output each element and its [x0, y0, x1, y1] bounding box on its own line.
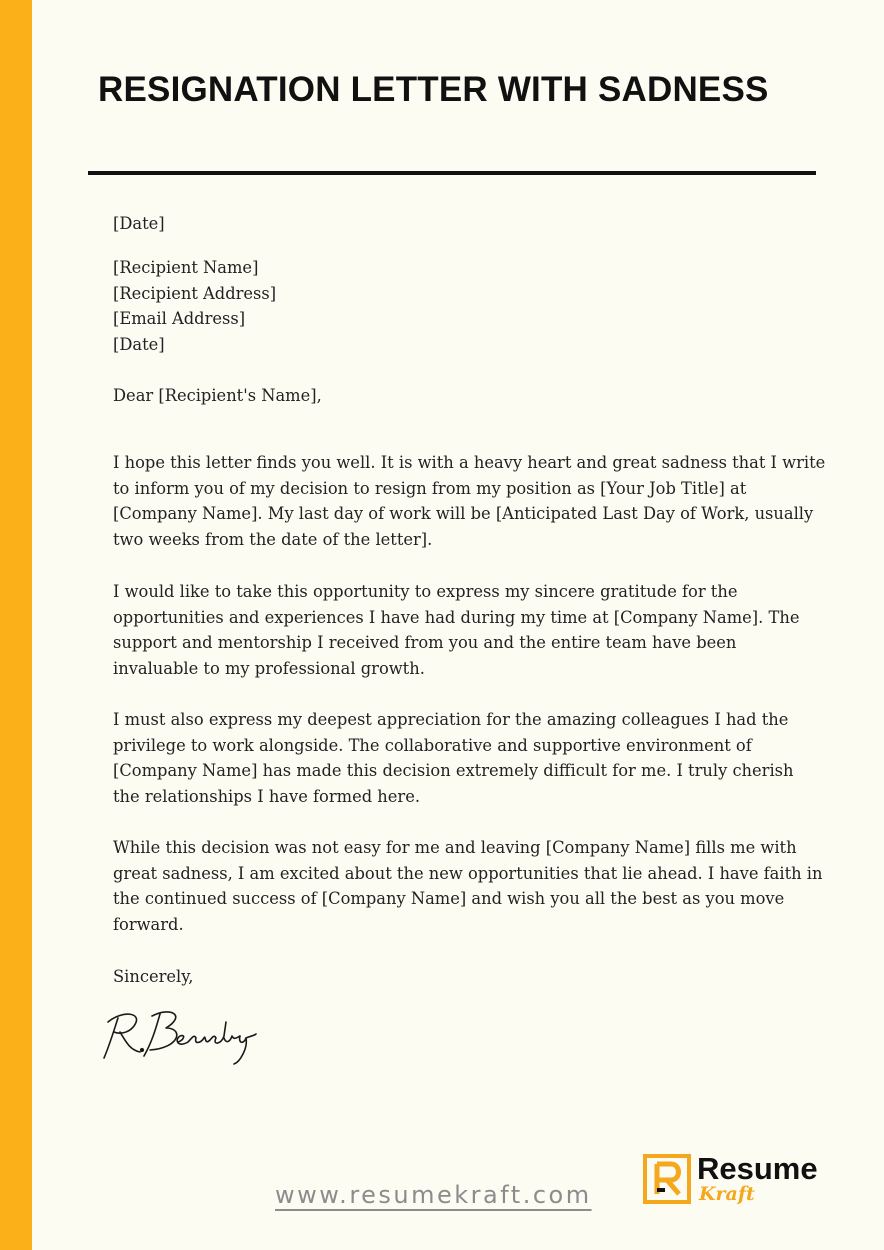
recipient-block [113, 255, 813, 357]
paragraph-line: the continued success of [Company Name] and wish you all the best as you move [113, 889, 785, 909]
closing [113, 964, 813, 990]
logo-subtitle: Kraft [699, 1183, 755, 1205]
closing-line: Sincerely, [113, 967, 194, 986]
recipient-email: [Email Address] [113, 309, 246, 329]
paragraph-line: invaluable to my professional growth. [113, 658, 425, 678]
paragraph-3 [113, 707, 813, 809]
recipient-date: [Date] [113, 334, 165, 354]
salutation [113, 383, 813, 409]
paragraph-line: the relationships I have formed here. [113, 786, 421, 806]
paragraph-line: privilege to work alongside. The collaborative and supportive environment of [113, 735, 752, 755]
footer-website-link[interactable]: www.resumekraft.com [275, 1181, 592, 1209]
paragraph-line: [Company Name]. My last day of work will be [Anticipated Last Day of Work, usually [113, 504, 814, 524]
paragraph-line: I must also express my deepest appreciation for the amazing colleagues I had the [113, 710, 789, 729]
paragraph-line: opportunities and experiences I have had during my time at [Company Name]. The [113, 607, 800, 627]
paragraph-line: great sadness, I am excited about the new opportunities that lie ahead. I have faith in [113, 863, 823, 883]
accent-side-bar [0, 0, 32, 1250]
letter-date [113, 211, 813, 237]
logo-wordmark: Resume [697, 1151, 818, 1186]
logo-r-icon [643, 1154, 691, 1204]
paragraph-line: to inform you of my decision to resign from my position as [Your Job Title] at [113, 478, 747, 498]
paragraph-line: support and mentorship I received from you and the entire team have been [113, 633, 737, 653]
paragraph-line: two weeks from the date of the letter]. [113, 529, 433, 549]
paragraph-line: [Company Name] has made this decision extremely difficult for me. I truly cherish [113, 761, 794, 781]
recipient-name: [Recipient Name] [113, 258, 259, 277]
paragraph-4 [113, 835, 823, 937]
date-line: [Date] [113, 214, 165, 233]
paragraph-2 [113, 579, 813, 681]
paragraph-1 [113, 450, 826, 552]
paragraph-line: I hope this letter finds you well. It is with a heavy heart and great sadness that I write [113, 453, 826, 472]
paragraph-line: forward. [113, 914, 184, 934]
resumekraft-logo [643, 1152, 843, 1212]
recipient-address: [Recipient Address] [113, 283, 277, 303]
title-divider [88, 171, 816, 175]
page-title: RESIGNATION LETTER WITH SADNESS [98, 70, 769, 109]
paragraph-line: I would like to take this opportunity to express my sincere gratitude for the [113, 582, 738, 601]
salutation-line: Dear [Recipient's Name], [113, 386, 322, 405]
paragraph-line: While this decision was not easy for me and leaving [Company Name] fills me with [113, 838, 797, 857]
handwritten-signature [100, 1000, 270, 1070]
